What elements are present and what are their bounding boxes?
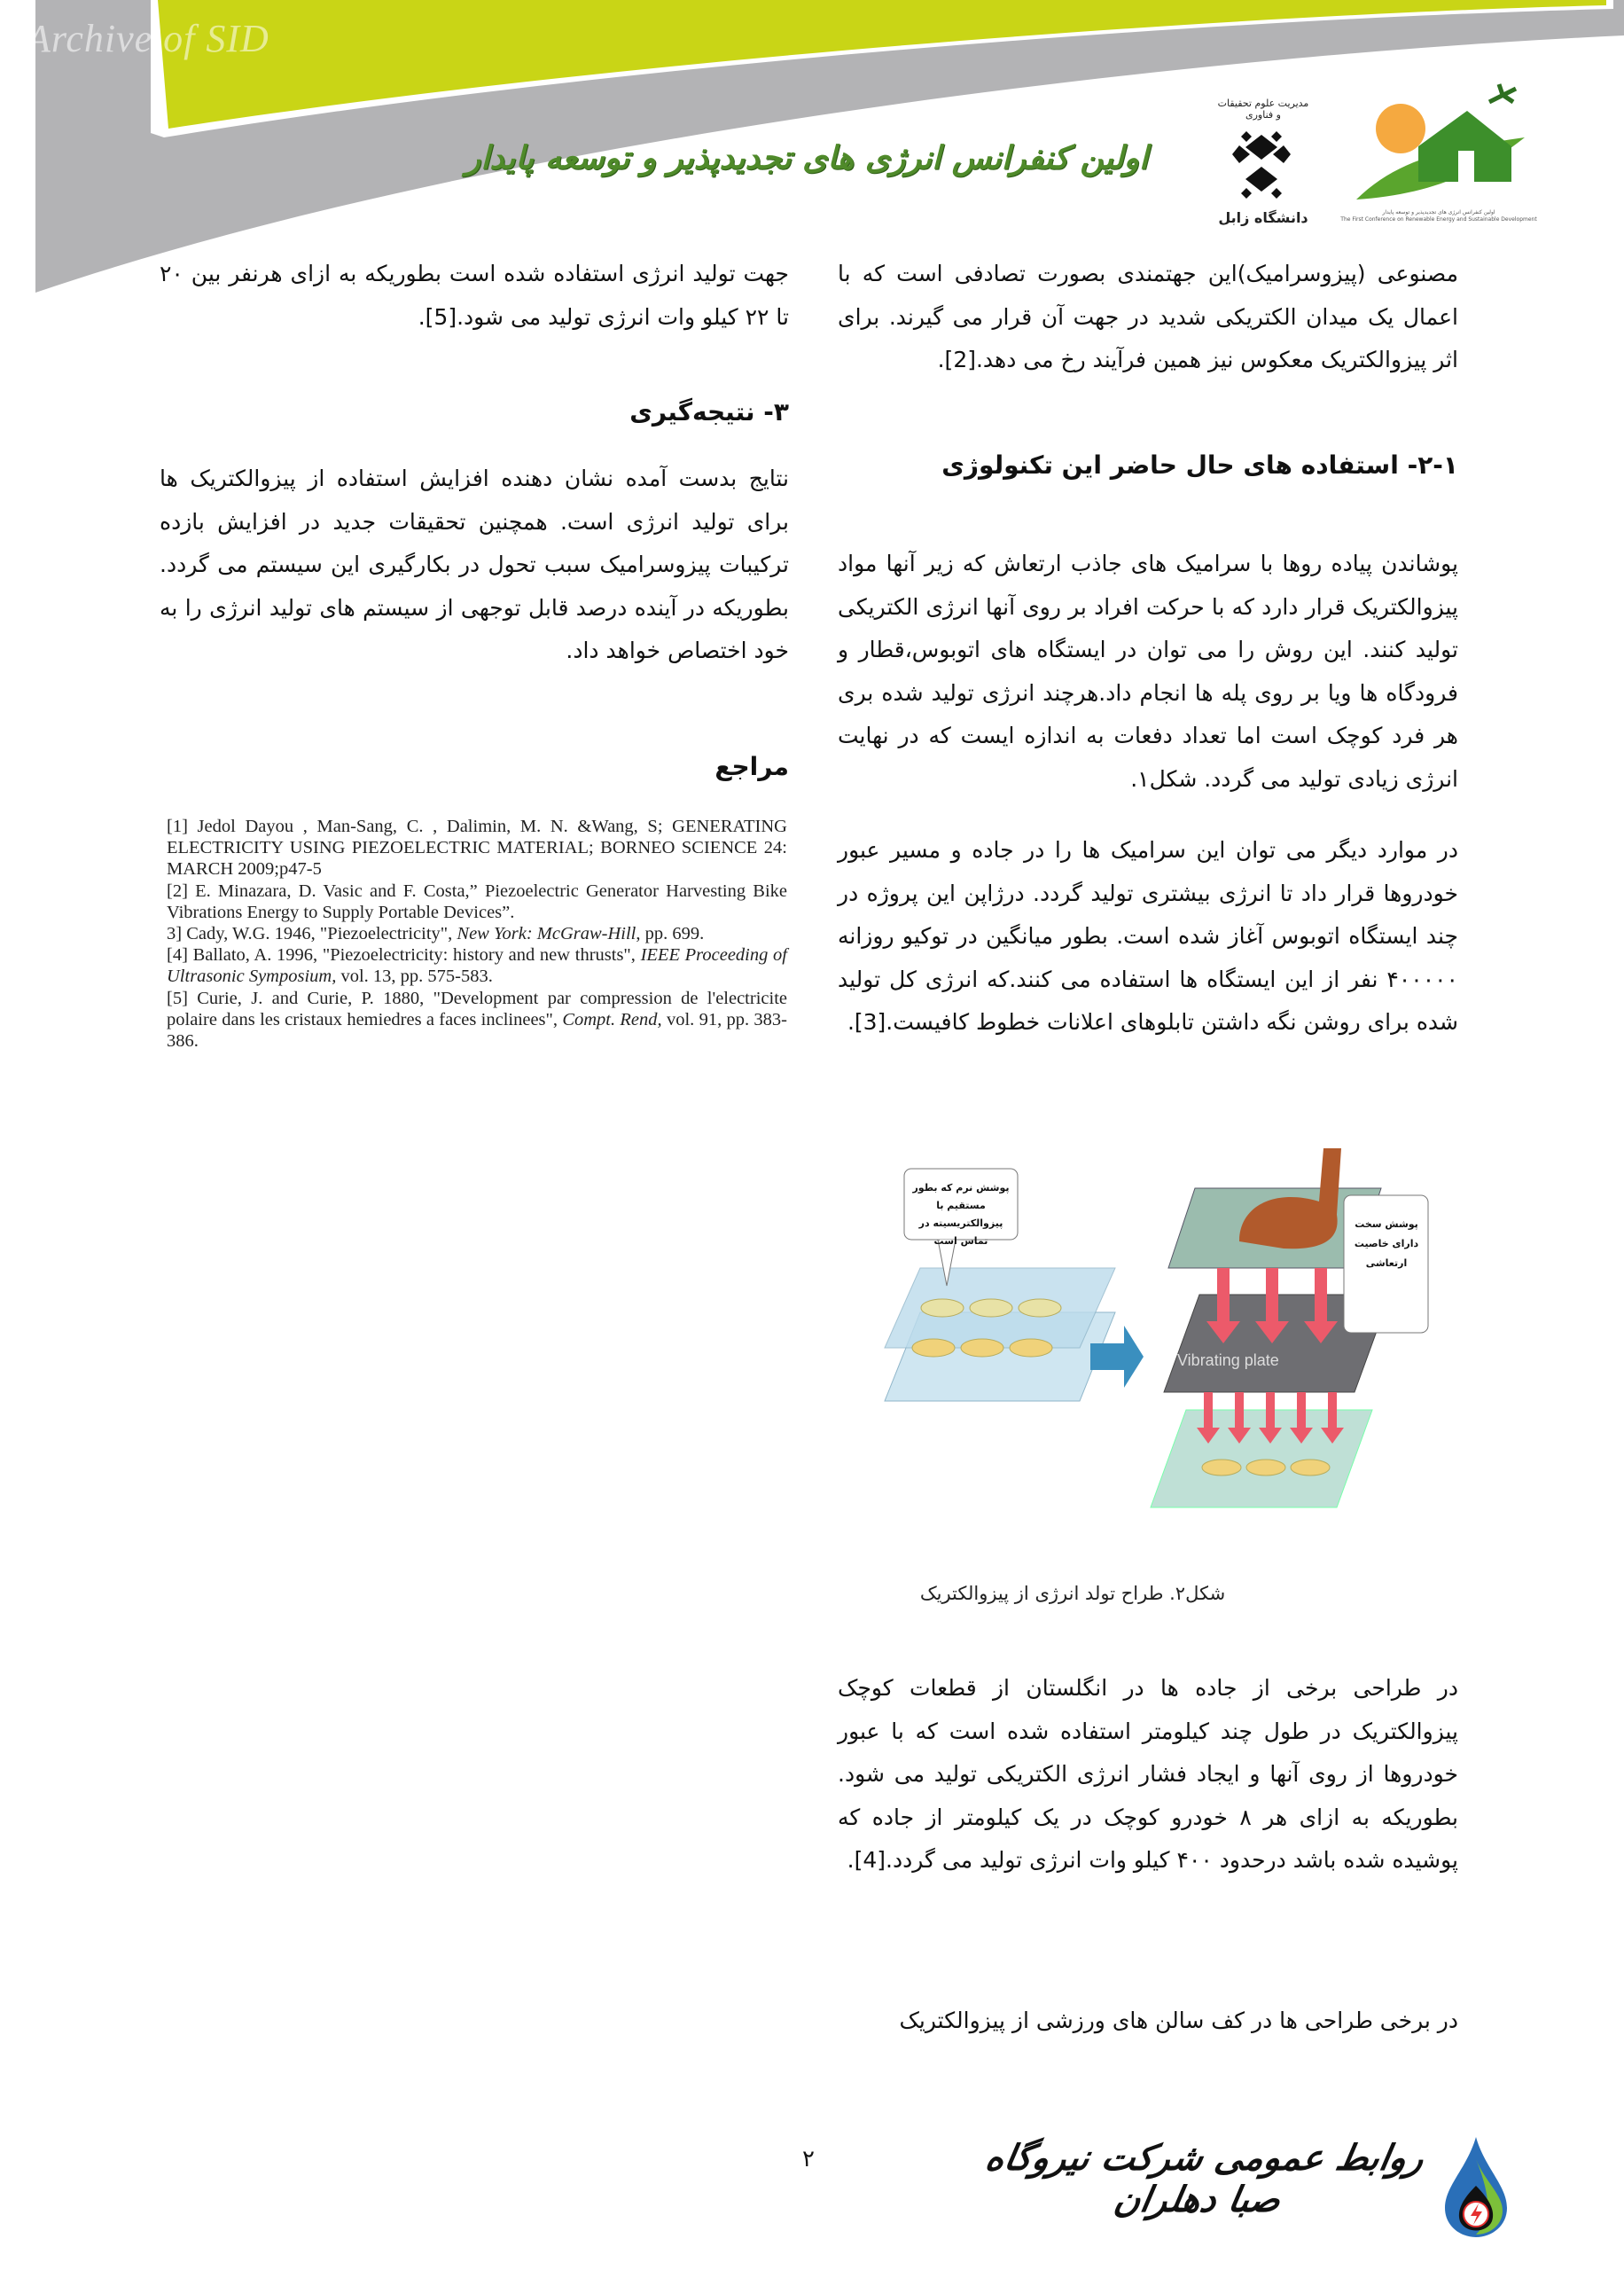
- conference-title: اولین کنفرانس انرژی های تجدیدپذیر و توسعه پایدار: [465, 140, 1148, 176]
- vibrating-plate-label: Vibrating plate: [1177, 1351, 1279, 1369]
- callout-left-text: پوشش نرم که بطور مستقیم با پیزوالکتریسیته در تماس است: [912, 1182, 1010, 1247]
- reference-item: [167, 988, 787, 1053]
- conference-caption-fa: اولین کنفرانس انرژی های تجدیدپذیر و توسعه پایدار: [1382, 209, 1495, 215]
- section-heading-conclusion: ۳- نتیجه‌گیری: [629, 397, 789, 427]
- page-number: ۲: [802, 2146, 815, 2172]
- university-logo-top-text: مدیریت علوم تحقیقات و فناوری: [1217, 98, 1309, 121]
- right-paragraph-3: [838, 829, 1458, 1045]
- reference-text: [2] E. Minazara, D. Vasic and F. Costa,” Piezoelectric Generator Harvesting Bike Vibrations Energy to Supply Portable Devices”.: [167, 881, 787, 922]
- paragraph-text: نتایج بدست آمده نشان دهنده افزایش استفاده از پیزوالکتریک ها برای تولید انرژی است. همچنین تحقیقات جدید در افزایش بازده ترکیبات پیزوسرامیک سبب تحول در بکارگیری این سیستم می گردد. بطوریکه در آینده درصد قابل توجهی از سیستم های تولید انرژی را به خود اختصاص خواهد داد.: [160, 466, 789, 663]
- right-paragraph-4: [838, 1667, 1458, 1883]
- reference-pages: , pp. 699.: [636, 924, 705, 944]
- right-paragraph-1: [838, 253, 1458, 382]
- base-layer-right: [1151, 1410, 1372, 1507]
- university-logo-bottom-text: دانشگاه زابل: [1218, 209, 1308, 226]
- references-list: [167, 816, 787, 1052]
- piezo-figure: [858, 1135, 1443, 1543]
- piezo-diagram: [858, 1135, 1443, 1543]
- watermark: Archive of SID: [27, 17, 269, 60]
- footer-organization: روابط عمومی شرکت نیروگاه صبا دهلران: [982, 2137, 1428, 2220]
- reference-text: [1] Jedol Dayou , Man-Sang, C. , Dalimin, M. N. &Wang, S; GENERATING ELECTRICITY USING PIEZOELECTRIC MATERIAL; BORNEO SCIENCE 24: MARCH 2009;p47-5: [167, 817, 787, 880]
- reference-text: 3] Cady, W.G. 1946, "Piezoelectricity",: [167, 924, 457, 944]
- right-paragraph-5: [838, 2000, 1458, 2043]
- section-heading-2-1: ۲-۱- استفاده های حال حاضر این تکنولوژی: [941, 450, 1458, 480]
- paragraph-text: در موارد دیگر می توان این سرامیک ها را در جاده و مسیر عبور خودروها قرار داد تا انرژی بیشتری تولید گردد. درژاپن این پروژه در چند ایستگاه اتوبوس آغاز شده است. بطور میانگین در توکیو روزانه ۴۰۰۰۰۰ نفر از این ایستگاه ها استفاده می کنند.که انرژی کل تولید شده برای روشن نگه داشتن تابلوهای اعلانات خطوط کافیست.[3].: [838, 837, 1458, 1035]
- callout-right-text: پوشش سخت دارای خاصیت ارتعاشی: [1354, 1218, 1419, 1269]
- conference-logo-icon: [1347, 84, 1538, 213]
- paragraph-text: پوشاندن پیاده روها با سرامیک های جاذب ارتعاش که زیر آنها مواد پیزوالکتریک قرار دارد که با حرکت افراد بر روی آنها انرژی الکتریکی تولید کنند. این روش را می توان در ایستگاه های اتوبوس،قطار و فرودگاه ها ویا بر روی پله ها انجام داد.هرچند انرژی تولید شده بری هر فرد کوچک است اما تعداد دفعات به اندازه ایست که در نهایت انرژی زیادی تولید می گردد. شکل۱.: [838, 551, 1458, 792]
- reference-item: [167, 881, 787, 923]
- reference-source: IEEE Proceeding of Ultrasonic Symposium,: [167, 945, 787, 987]
- water-drop-lightning-logo-icon: [1441, 2133, 1511, 2239]
- reference-item: [167, 816, 787, 881]
- conference-caption-en: The First Conference on Renewable Energy and Sustainable Development: [1340, 216, 1537, 223]
- references-heading: مراجع: [714, 752, 789, 781]
- reference-pages: vol. 13, pp. 575-583.: [336, 967, 493, 987]
- paragraph-text: مصنوعی (پیزوسرامیک)این جهتمندی بصورت تصادفی است که با اعمال یک میدان الکتریکی شدید در جهت آن قرار می گیرند. برای اثر پیزوالکتریک معکوس نیز همین فرآیند رخ می دهد.[2].: [838, 261, 1458, 372]
- conference-logo-caption: [1337, 209, 1541, 223]
- reference-pages: vol. 91, pp. 383-386.: [167, 1009, 787, 1052]
- conclusion-paragraph: [160, 458, 789, 673]
- right-paragraph-2: [838, 543, 1458, 801]
- piezo-disks-right: [1202, 1460, 1330, 1476]
- paragraph-text: در برخی طراحی ها در کف سالن های ورزشی از پیزوالکتریک: [899, 2008, 1458, 2033]
- reference-source: Compt. Rend,: [562, 1009, 662, 1029]
- paragraph-text: در طراحی برخی از جاده ها در انگلستان از قطعات کوچک پیزوالکتریک در طول چند کیلومتر استفاده شده است که با عبور خودروها از روی آنها و ایجاد فشار انرژی الکتریکی تولید می شود. بطوریکه به ازای هر ۸ خودرو کوچک در یک کیلومتر از جاده که پوشیده شده باشد درحدود ۴۰۰ کیلو وات انرژی تولید می گردد.[4].: [838, 1675, 1459, 1873]
- reference-text: [5] Curie, J. and Curie, P. 1880, "Development par compression de l'electricite polaire dans les cristaux hemiedres a faces inclinees",: [167, 988, 787, 1029]
- figure-caption: شکل۲. طراح تولد انرژی از پیزوالکتریک: [919, 1583, 1226, 1604]
- left-paragraph-1: [160, 253, 789, 339]
- paragraph-text: جهت تولید انرژی استفاده شده است بطوریکه به ازای هرنفر بین ۲۰ تا ۲۲ کیلو وات انرژی تولید می شود.[5].: [160, 261, 789, 330]
- reference-item: [167, 923, 787, 944]
- reference-text: [4] Ballato, A. 1996, "Piezoelectricity: history and new thrusts",: [167, 945, 641, 966]
- reference-source: New York: McGraw-Hill: [457, 924, 636, 944]
- reference-item: [167, 944, 787, 987]
